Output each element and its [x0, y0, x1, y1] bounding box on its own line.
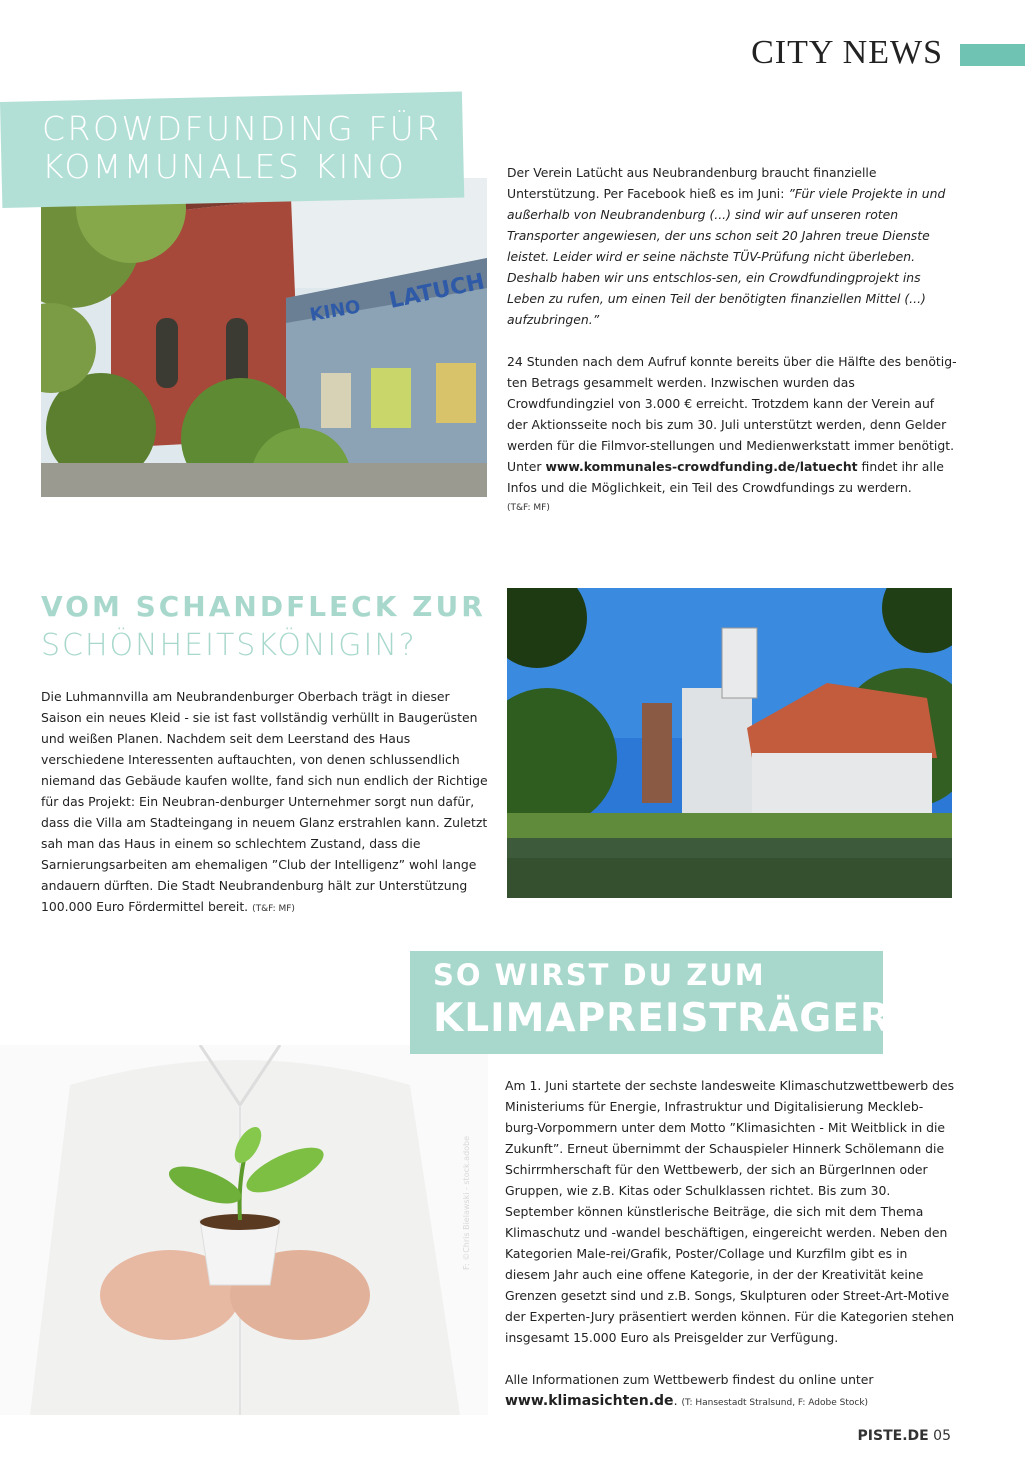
article3-headline-line1: SO WIRST DU ZUM [433, 958, 766, 992]
cinema-photo [41, 178, 487, 497]
klimasichten-link[interactable]: www.klimasichten.de [505, 1393, 674, 1409]
article1-paragraph3 [507, 456, 957, 498]
villa-photo [507, 588, 952, 898]
article3-headline-line2: KLIMAPREISTRÄGER! [433, 996, 910, 1041]
article1-link-outro: findet ihr alle Infos und die Möglichkeit, ein Teil des Crowdfundings zu werdern. [507, 459, 944, 495]
section-accent-bar [960, 44, 1025, 66]
cinema-illustration [41, 178, 487, 497]
article2-body [41, 686, 489, 920]
article1-paragraph2: 24 Stunden nach dem Aufruf konnte bereits über die Hälfte des benötig-ten Betrags gesammelt werden. Inzwischen wurden das Crowdfundingziel von 3.000 € erreicht. Trotzdem kann der Verein auf der Aktionsseite noch bis zum 30. Juli unterstützt werden, denn Gelder werden für die Filmvor-stellungen und Medienwerkstatt immer benötigt. [507, 354, 957, 453]
article1-credit: (T&F: MF) [507, 503, 550, 513]
article3-body [505, 1075, 955, 1414]
sign-latucht: LATUCH [387, 269, 487, 314]
article3-paragraph2: Alle Informationen zum Wettbewerb findest du online unter [505, 1372, 874, 1387]
article1-headline-line2: KOMMUNALES KINO [42, 147, 407, 186]
article3-link-line [505, 1390, 955, 1414]
article1-body [507, 162, 957, 519]
page-footer [858, 1428, 951, 1444]
article1-quote: ”Für viele Projekte in und außerhalb von Neubrandenburg (...) sind wir auf unseren roten Transporter angewiesen, der uns schon seit 20 Jahren treue Dienste leistet. Leider wird er seine nächste TÜV-Prüfung nicht überleben. Deshalb haben wir uns entschlos-sen, ein Crowdfundingprojekt ins Leben zu rufen, um einen Teil der benötigten finanziellen Mittel (...) aufzubringen.” [507, 186, 946, 327]
article2-headline-line2: SCHÖNHEITSKÖNIGIN? [41, 628, 417, 663]
section-title: CITY NEWS [751, 34, 943, 71]
plant-photo [0, 1045, 488, 1415]
article3-link-period: . [673, 1393, 678, 1408]
article1-headline-line1: CROWDFUNDING FÜR [42, 109, 442, 148]
villa-illustration [507, 588, 952, 898]
article2-text: Die Luhmannvilla am Neubrandenburger Oberbach trägt in dieser Saison ein neues Kleid - sie ist fast vollständig verhüllt in Baugerüsten und weißen Planen. Nachdem seit dem Leerstand des Haus verschiedene Interessenten auftauchten, von denen schlussendlich niemand das Gebäude kaufen wollte, fand sich nun endlich der Richtige für das Projekt: Ein Neubran-denburger Unternehmer sorgt nun dafür, dass die Villa am Stadteingang in neuem Glanz erstrahlen kann. Zuletzt sah man das Haus in einem so schlechtem Zustand, dass die Sarnierungsarbeiten am ehemaligen ”Club der Intelligenz” wohl lange andauern dürften. Die Stadt Neubrandenburg hält zur Unterstützung 100.000 Euro Fördermittel bereit. [41, 689, 488, 914]
article1-headline [42, 110, 442, 186]
crowdfunding-link[interactable]: www.kommunales-crowdfunding.de/latuecht [545, 459, 858, 474]
article2-headline-line1: VOM SCHANDFLECK ZUR [41, 590, 486, 623]
footer-brand: PISTE.DE [857, 1428, 929, 1444]
article1-link-intro: Unter [507, 459, 546, 474]
plant-illustration [0, 1045, 488, 1415]
article1-lead: Der Verein Latücht aus Neubrandenburg braucht finanzielle Unterstützung. Per Facebook hieß es im Juni: [507, 165, 877, 201]
photo-credit-vertical: F: ©Chris Bielawski - stock.adobe [462, 1135, 471, 1270]
page-number: 05 [933, 1428, 951, 1444]
sign-kino: KINO [308, 296, 363, 326]
article2-credit: (T&F: MF) [252, 904, 295, 914]
article3-credit: (T: Hansestadt Stralsund, F: Adobe Stock) [681, 1398, 869, 1408]
article3-paragraph1: Am 1. Juni startete der sechste landesweite Klimaschutzwettbewerb des Ministeriums für Energie, Infrastruktur und Digitalisierung Meckleb-burg-Vorpommern unter dem Motto ”Klimasichten - Mit Weitblick in die Zukunft”. Erneut übernimmt der Schauspieler Hinnerk Schölemann die Schirrmherschaft für den Wettbewerb, der sich an BürgerInnen oder Gruppen, wie z.B. Kitas oder Schulklassen richtet. Bis zum 30. September können künstlerische Beiträge, die sich mit dem Thema Klimaschutz und -wandel beschäftigen, eingereicht werden. Neben den Kategorien Male-rei/Grafik, Poster/Collage und Kurzfilm gibt es in diesem Jahr auch eine offene Kategorie, in der der Kreativität keine Grenzen gesetzt sind und z.B. Songs, Skulpturen oder Street-Art-Motive der Experten-Jury präsentiert werden können. Für die Kategorien stehen insgesamt 15.000 Euro als Preisgelder zur Verfügung. [505, 1078, 955, 1345]
